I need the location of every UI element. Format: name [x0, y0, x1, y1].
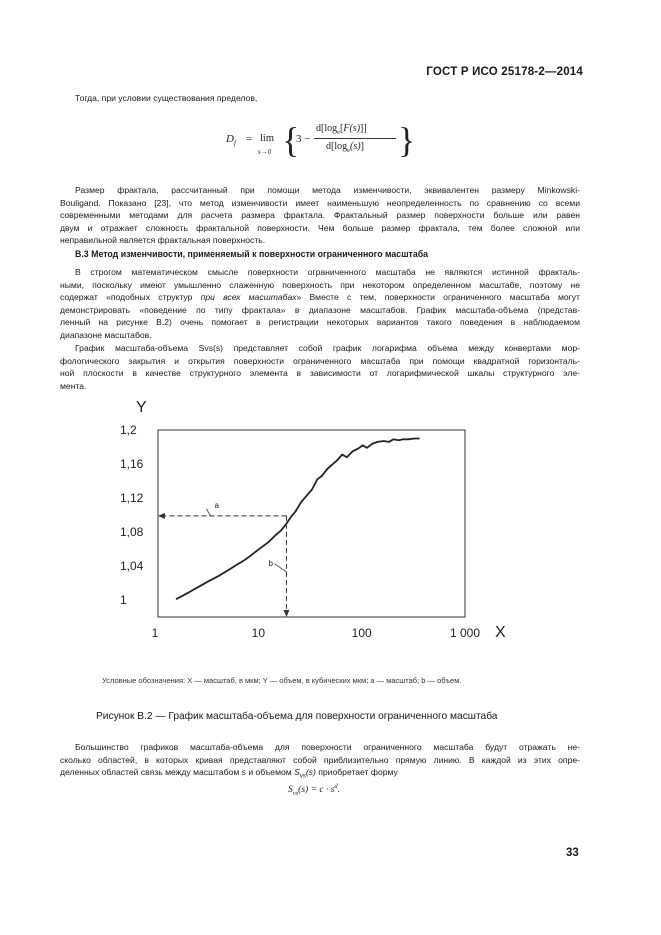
y-tick-label: 1,12: [120, 491, 144, 505]
scale-arrow-head: [158, 513, 165, 519]
formula-numerator: $d[\log_e[F(s)]]$: [316, 123, 367, 136]
plot-frame: [158, 430, 465, 617]
formula-denominator: $d[\log_e(s)]$: [326, 141, 364, 154]
y-tick-label: 1: [120, 593, 127, 607]
intro-line: Тогда, при условии существования пределов,: [75, 93, 258, 103]
y-tick-label: 1,08: [120, 525, 144, 539]
paragraph-scale-volume: [60, 342, 580, 392]
text-line: мента.: [60, 380, 87, 391]
y-tick-label: 1,04: [120, 559, 144, 573]
figure-caption: Рисунок В.2 — График масштаба-объема для поверхности ограниченного масштаба: [96, 711, 498, 722]
text-line: фологического закрытия и открытия поверхности ограниченного масштаба при помощи квадратной горизонталь-: [60, 355, 580, 366]
text-line: двум и отражает сложность фрактальной поверхности. Чем больше размер фрактала, тем более сложной или: [60, 222, 580, 233]
annotation-a-leader: [206, 509, 210, 516]
x-tick-label: 1 000: [449, 626, 481, 640]
paragraph-regions-body: [60, 741, 580, 784]
text-line: Размер фрактала, рассчитанный при помощи метода изменчивости, эквивалентен размеру Minkowski-: [75, 185, 580, 195]
paragraph-fractal-size-body: [60, 184, 580, 247]
document-header: ГОСТ Р ИСО 25178-2—2014: [426, 66, 583, 78]
formula-fraction-bar: [314, 138, 396, 139]
intro-text: [60, 92, 580, 105]
text-line: Большинство графиков масштаба-объема для поверхности ограниченного масштаба будут отражать не-: [75, 742, 580, 752]
text-line: демонстрировать «поведение по типу фрактала» в диапазоне масштабов. График масштаба-объема (представ-: [60, 304, 580, 315]
volume-arrow-head: [283, 610, 289, 617]
x-tick-label: 100: [351, 626, 372, 640]
x-tick-label: 1: [151, 626, 159, 640]
text-line: диапазоне масштабов.: [60, 329, 152, 340]
y-tick-label: 1,16: [120, 457, 144, 471]
text-line: ными, поскольку имеют умышленно слаженную поверхность при некотором определенном масштабе, поэтому не: [60, 279, 580, 290]
text-line: сколько областей, в которых кривая представляют собой приблизительно прямую линию. В каждой из этих опре-: [60, 754, 580, 765]
paragraph-limited-scale-body: [60, 266, 580, 342]
formula-lhs: $D_f$: [226, 133, 236, 148]
formula-lim-sub: s→0: [258, 148, 272, 156]
formula-three: 3 −: [296, 133, 311, 145]
text-line: ной плоскости в качестве структурного элемента в зависимости от логарифмической шкалы структурного эле-: [60, 368, 580, 379]
annotation-b-leader: [274, 564, 286, 572]
paragraph-fractal-size: [60, 184, 580, 247]
text-line: В строгом математическом смысле поверхности ограниченного масштаба не являются истинной фракталь-: [75, 267, 580, 277]
text-line: неправильной является фрактальная поверхность.: [60, 235, 266, 246]
y-tick-label: 1,2: [120, 423, 137, 437]
scale-volume-curve: [176, 439, 420, 600]
x-axis-label: X: [495, 624, 506, 641]
x-tick-labels: [152, 626, 481, 640]
text-line: содержат «подобных структур при всех масштабах» Вместе с тем, поверхности ограниченного масштаба могут: [60, 292, 580, 303]
text-line: современными методами для расчета размера фрактала. Фрактальный размер поверхности больше или равен: [60, 210, 580, 221]
text-line: График масштаба-объема Svs(s) представляет собой график логарифма объема между конвертами мор-: [75, 343, 580, 353]
paragraph-limited-scale: [60, 266, 580, 342]
formula-brace-right: }: [398, 120, 416, 160]
annotation-b-label: b: [268, 558, 273, 568]
scale-volume-chart: [100, 392, 520, 652]
annotation-a-label: a: [214, 500, 219, 510]
y-tick-labels: [120, 423, 144, 607]
text-line: Bouligand. Показано [23], что метод изменчивости имеет наименьшую неопределенность по сравнению со всеми: [60, 197, 580, 208]
page-number: 33: [566, 847, 579, 859]
text-line: ленный на рисунке В.2) очень помогает в регистрации некоторых вариантов такого поведения в наблюдаемом: [60, 317, 580, 328]
formula-power-law: $S_{vs}(s) = c \cdot s^d$.: [288, 783, 341, 798]
y-axis-label: Y: [136, 399, 147, 416]
text-line: деленных областей связь между масштабом s и объемом $S_{vs}(s)$ приобретает форму: [60, 767, 398, 780]
paragraph-regions: [60, 741, 580, 784]
figure-legend: Условные обозначения: X — масштаб, в мкм; Y — объем, в кубических мкм; a — масштаб; b — объем.: [102, 676, 462, 685]
formula-equals: =: [246, 133, 253, 145]
section-heading: В.3 Метод изменчивости, применяемый к поверхности ограниченного масштаба: [75, 249, 429, 259]
formula-lim: lim: [260, 133, 275, 144]
formula-brace-left: {: [282, 120, 300, 160]
paragraph-scale-volume-body: [60, 342, 580, 392]
x-tick-label: 10: [251, 626, 266, 640]
formula-fractal-dimension: [226, 118, 416, 166]
